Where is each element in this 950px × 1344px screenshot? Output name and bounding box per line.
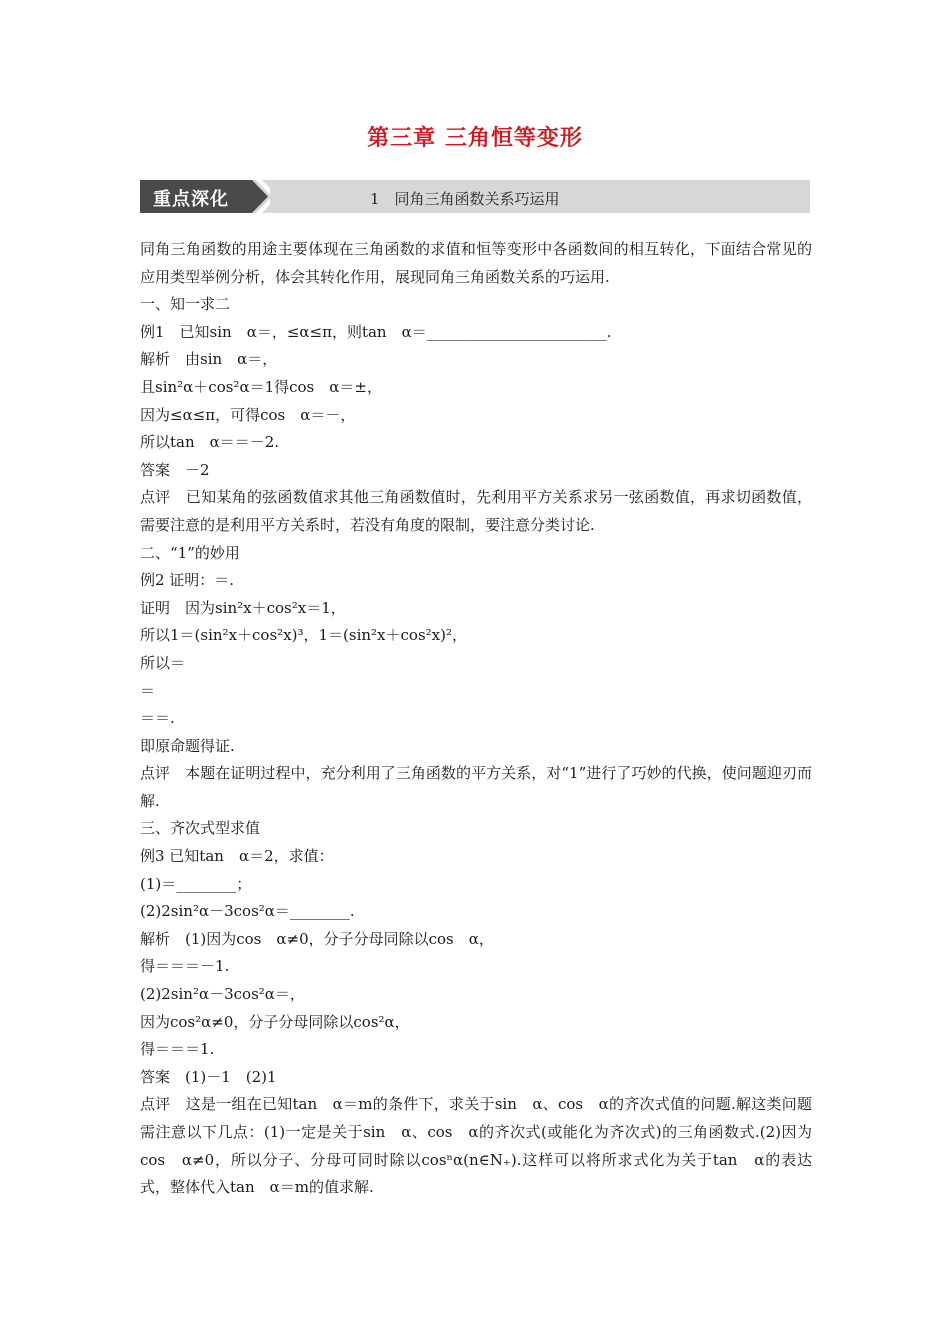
proof-line: 所以＝: [140, 653, 186, 672]
solution-line: 解析 由sin α＝，: [140, 350, 278, 369]
example-3-part-1: (1)＝________；: [140, 874, 252, 893]
comment-paragraph: 点评 已知某角的弦函数值求其他三角函数值时，先利用平方关系求另一弦函数值，再求切函数值，需要注意的是利用平方关系时，若没有角度的限制，要注意分类讨论.: [140, 488, 812, 534]
proof-line: ＝: [140, 681, 156, 700]
section-heading: 1 同角三角函数关系巧运用: [370, 190, 560, 208]
tag-label: 重点深化: [153, 189, 229, 210]
solution-line: 得＝＝＝－1.: [140, 957, 230, 976]
example-2: 例2 证明：＝.: [140, 571, 235, 590]
section-tag: [140, 180, 270, 213]
comment-paragraph: 点评 本题在证明过程中，充分利用了三角函数的平方关系，对“1”进行了巧妙的代换，使问题迎刃而解.: [140, 764, 812, 810]
chapter-title: 第三章 三角恒等变形: [367, 126, 583, 151]
solution-line: 且sin²α＋cos²α＝1得cos α＝±，: [140, 377, 382, 396]
document-body: [140, 236, 812, 1202]
proof-line: 即原命题得证.: [140, 736, 235, 755]
comment-paragraph: 点评 这是一组在已知tan α＝m的条件下，求关于sin α、cos α的齐次式值的问题.解这类问题需注意以下几点：(1)一定是关于sin α、cos α的齐次式(或能化为齐次式)的三角函数式.(2)因为cos α≠0，所以分子、分母可同时除以cosⁿα(n∈N₊).这样可以将所求式化为关于tan α的表达式，整体代入tan α＝m的值求解.: [140, 1095, 812, 1197]
proof-line: 所以1＝(sin²x＋cos²x)³，1＝(sin²x＋cos²x)²，: [140, 626, 467, 645]
intro-paragraph: 同角三角函数的用途主要体现在三角函数的求值和恒等变形中各函数间的相互转化，下面结合常见的应用类型举例分析，体会其转化作用，展现同角三角函数关系的巧运用.: [140, 240, 812, 286]
example-3: 例3 已知tan α＝2，求值：: [140, 847, 334, 866]
example-1: 例1 已知sin α＝，≤α≤π，则tan α＝________________________.: [140, 322, 612, 341]
section-banner: [140, 180, 810, 213]
solution-line: (2)2sin²α－3cos²α＝，: [140, 985, 305, 1004]
section-heading-3: 三、齐次式型求值: [140, 819, 261, 838]
solution-line: 得＝＝＝1.: [140, 1040, 215, 1059]
proof-line: ＝＝.: [140, 709, 175, 728]
section-heading-1: 一、知一求二: [140, 295, 231, 314]
proof-line: 证明 因为sin²x＋cos²x＝1，: [140, 598, 346, 617]
solution-line: 解析 (1)因为cos α≠0，分子分母同除以cos α，: [140, 929, 494, 948]
answer-line: 答案 (1)－1 (2)1: [140, 1067, 277, 1086]
answer-line: 答案 －2: [140, 460, 210, 479]
example-3-part-2: (2)2sin²α－3cos²α＝________.: [140, 902, 355, 921]
solution-line: 因为≤α≤π，可得cos α＝－，: [140, 405, 356, 424]
section-heading-2: 二、“1”的妙用: [140, 543, 240, 562]
solution-line: 因为cos²α≠0，分子分母同除以cos²α，: [140, 1012, 410, 1031]
solution-line: 所以tan α＝＝－2.: [140, 433, 280, 452]
